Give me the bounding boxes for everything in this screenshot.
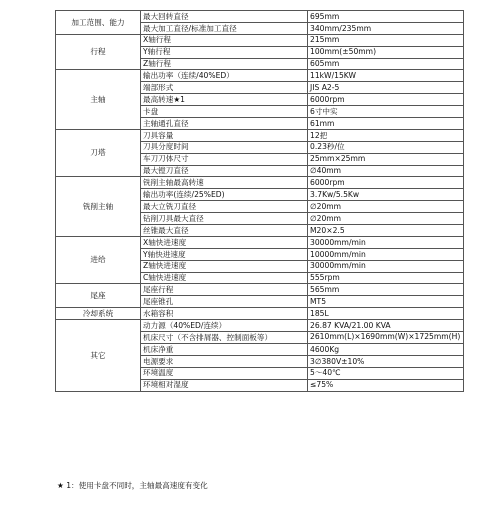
category-cell: 铣削主轴 (56, 177, 141, 236)
spec-value-cell: 6000rpm (308, 94, 464, 106)
spec-label-cell: 钻削刀具最大直径 (141, 213, 308, 225)
spec-table-body (56, 11, 464, 392)
spec-label-cell: 主轴通孔直径 (141, 118, 308, 130)
spec-value-cell: ≤75% (308, 379, 464, 391)
spec-value-cell: 6寸中实 (308, 106, 464, 118)
category-cell: 尾座 (56, 284, 141, 308)
spec-label-cell: Y轴行程 (141, 46, 308, 58)
spec-value-cell: 565mm (308, 284, 464, 296)
category-cell: 刀塔 (56, 129, 141, 177)
category-cell: 冷却系统 (56, 308, 141, 320)
spec-value-cell: 61mm (308, 118, 464, 130)
spec-value-cell: 4600Kg (308, 343, 464, 355)
spec-value-cell: 215mm (308, 34, 464, 46)
spec-value-cell: 555rpm (308, 272, 464, 284)
table-row (56, 284, 464, 296)
table-row (56, 308, 464, 320)
spec-label-cell: 电源要求 (141, 355, 308, 367)
category-cell: 进给 (56, 236, 141, 284)
spec-label-cell: X轴快进速度 (141, 236, 308, 248)
table-row (56, 70, 464, 82)
table-row (56, 34, 464, 46)
spec-label-cell: 尾座锥孔 (141, 296, 308, 308)
spec-value-cell: ∅20mm (308, 201, 464, 213)
spec-label-cell: 动力源（40%ED/连续） (141, 320, 308, 332)
spec-label-cell: 刀具容量 (141, 129, 308, 141)
spec-label-cell: 最大回转直径 (141, 11, 308, 23)
spec-value-cell: 30000mm/min (308, 236, 464, 248)
spec-value-cell: 10000mm/min (308, 248, 464, 260)
spec-label-cell: 输出功率(连续/25%ED) (141, 189, 308, 201)
spec-value-cell: ∅40mm (308, 165, 464, 177)
spec-label-cell: 环境相对湿度 (141, 379, 308, 391)
category-cell: 行程 (56, 34, 141, 70)
spec-value-cell: 30000mm/min (308, 260, 464, 272)
spec-value-cell: 11kW/15KW (308, 70, 464, 82)
spec-label-cell: 铣削主轴最高转速 (141, 177, 308, 189)
spec-label-cell: 环境温度 (141, 367, 308, 379)
table-row (56, 129, 464, 141)
spec-table (55, 10, 464, 392)
spec-value-cell: 25mm×25mm (308, 153, 464, 165)
spec-label-cell: 车刀刀体尺寸 (141, 153, 308, 165)
table-row (56, 11, 464, 23)
spec-value-cell: 0.23秒/位 (308, 141, 464, 153)
spec-label-cell: X轴行程 (141, 34, 308, 46)
table-row (56, 177, 464, 189)
footnote: ★ 1：使用卡盘不同时，主轴最高速度有变化 (57, 481, 208, 490)
spec-value-cell: 605mm (308, 58, 464, 70)
spec-label-cell: Z轴行程 (141, 58, 308, 70)
spec-value-cell: M20×2.5 (308, 225, 464, 237)
spec-label-cell: 机床尺寸（不含排屑器、控制面板等） (141, 332, 308, 344)
spec-value-cell: MT5 (308, 296, 464, 308)
spec-label-cell: 水箱容积 (141, 308, 308, 320)
spec-label-cell: 尾座行程 (141, 284, 308, 296)
spec-label-cell: 机床净重 (141, 343, 308, 355)
spec-label-cell: 最大加工直径/标准加工直径 (141, 22, 308, 34)
spec-value-cell: 6000rpm (308, 177, 464, 189)
spec-label-cell: 丝锥最大直径 (141, 225, 308, 237)
spec-value-cell: 3∅380V±10% (308, 355, 464, 367)
spec-label-cell: 最大立铣刀直径 (141, 201, 308, 213)
spec-value-cell: 5～40℃ (308, 367, 464, 379)
spec-value-cell: ∅20mm (308, 213, 464, 225)
spec-label-cell: 最高转速★1 (141, 94, 308, 106)
spec-label-cell: 端部形式 (141, 82, 308, 94)
spec-value-cell: 185L (308, 308, 464, 320)
category-cell: 主轴 (56, 70, 141, 129)
spec-value-cell: 2610mm(L)×1690mm(W)×1725mm(H) (308, 332, 464, 344)
table-row (56, 320, 464, 332)
spec-value-cell: JIS A2-5 (308, 82, 464, 94)
spec-label-cell: 输出功率（连续/40%ED） (141, 70, 308, 82)
spec-label-cell: Z轴快进速度 (141, 260, 308, 272)
category-cell: 加工范围、能力 (56, 11, 141, 35)
spec-value-cell: 695mm (308, 11, 464, 23)
spec-value-cell: 100mm(±50mm) (308, 46, 464, 58)
spec-value-cell: 26.87 KVA/21.00 KVA (308, 320, 464, 332)
spec-value-cell: 12把 (308, 129, 464, 141)
spec-label-cell: Y轴快进速度 (141, 248, 308, 260)
spec-label-cell: 卡盘 (141, 106, 308, 118)
spec-label-cell: C轴快进速度 (141, 272, 308, 284)
spec-label-cell: 刀具分度时间 (141, 141, 308, 153)
spec-label-cell: 最大镗刀直径 (141, 165, 308, 177)
spec-value-cell: 3.7Kw/5.5Kw (308, 189, 464, 201)
table-row (56, 236, 464, 248)
spec-value-cell: 340mm/235mm (308, 22, 464, 34)
category-cell: 其它 (56, 320, 141, 391)
